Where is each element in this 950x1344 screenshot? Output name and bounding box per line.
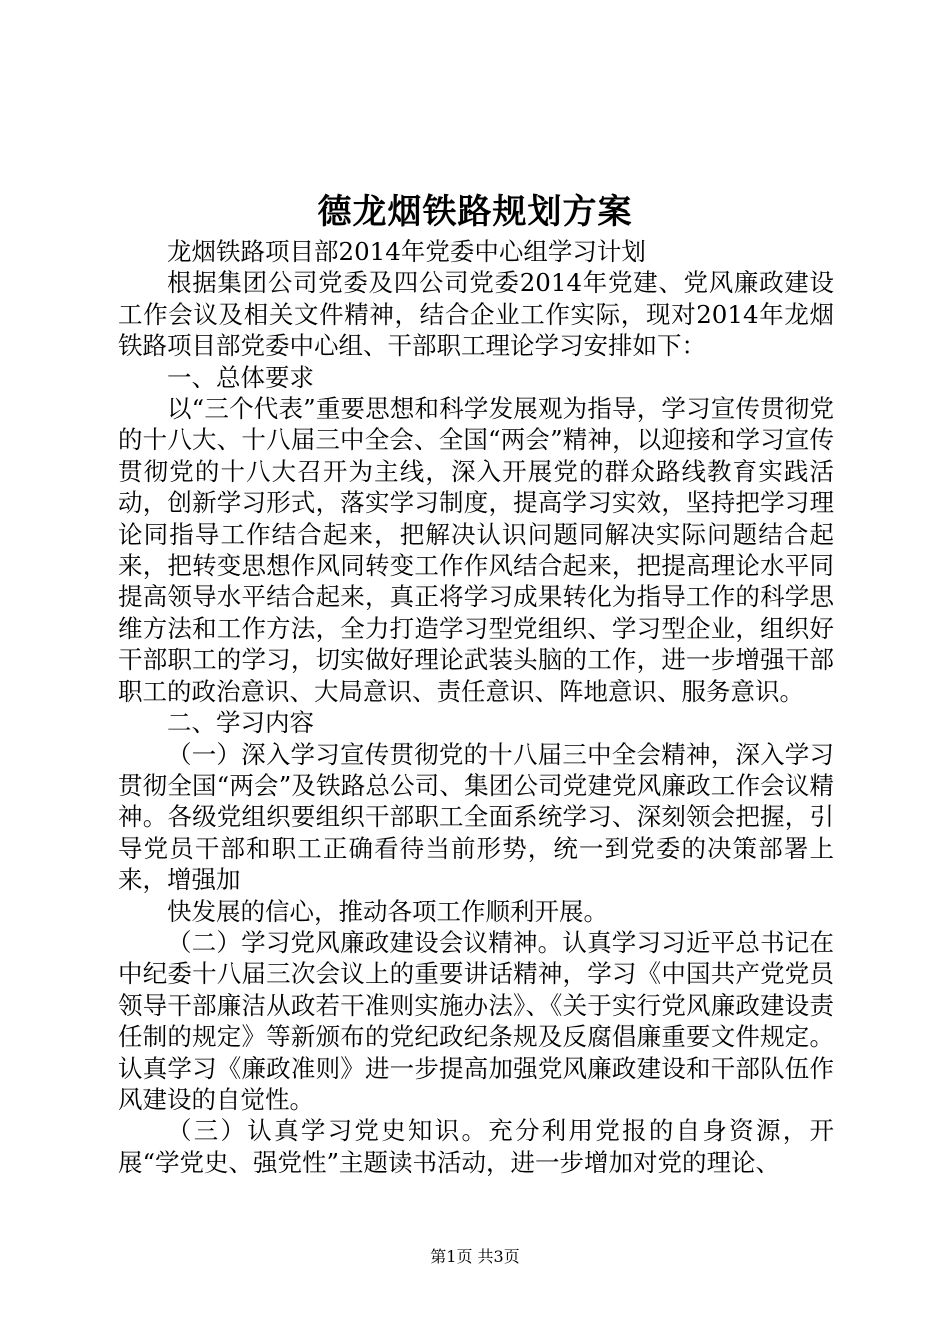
- section-heading-content: 二、学习内容: [167, 708, 314, 738]
- document-title: 德龙烟铁路规划方案: [317, 192, 633, 232]
- paragraph-heading-plan: 龙烟铁路项目部2014年党委中心组学习计划: [167, 237, 646, 266]
- paragraph-item-1-continued: 快发展的信心，推动各项工作顺利开展。: [167, 896, 608, 926]
- paragraph-item-1: （一）深入学习宣传贯彻党的十八届三中全会精神，深入学习贯彻全国“两会”及铁路总公司、集团公司党建党风廉政工作会议精神。各级党组织要组织干部职工全面系统学习、深刻领会把握，引导党员干部和职工正确看待当前形势，统一到党委的决策部署上来，增强加: [118, 739, 834, 895]
- document-body: [118, 236, 834, 1178]
- paragraph-item-3: （三）认真学习党史知识。充分利用党报的自身资源，开展“学党史、强党性”主题读书活动，进一步增加对党的理论、: [118, 1116, 834, 1177]
- paragraph-item-2: （二）学习党风廉政建设会议精神。认真学习习近平总书记在中纪委十八届三次会议上的重要讲话精神，学习《中国共产党党员领导干部廉洁从政若干准则实施办法》、《关于实行党风廉政建设责任制的规定》等新颁布的党纪政纪条规及反腐倡廉重要文件规定。认真学习《廉政准则》进一步提高加强党风廉政建设和干部队伍作风建设的自觉性。: [118, 927, 834, 1114]
- paragraph-intro: 根据集团公司党委及四公司党委2014年党建、党风廉政建设工作会议及相关文件精神，结合企业工作实际，现对2014年龙烟铁路项目部党委中心组、干部职工理论学习安排如下：: [118, 268, 834, 361]
- page-number-footer: 第1页 共3页: [430, 1247, 520, 1266]
- section-heading-general: 一、总体要求: [167, 362, 314, 392]
- paragraph-general-requirements: 以“三个代表”重要思想和科学发展观为指导，学习宣传贯彻党的十八大、十八届三中全会、全国“两会”精神，以迎接和学习宣传贯彻党的十八大召开为主线，深入开展党的群众路线教育实践活动，创新学习形式，落实学习制度，提高学习实效，坚持把学习理论同指导工作结合起来，把解决认识问题同解决实际问题结合起来，把转变思想作风同转变工作作风结合起来，把提高理论水平同提高领导水平结合起来，真正将学习成果转化为指导工作的科学思维方法和工作方法，全力打造学习型党组织、学习型企业，组织好干部职工的学习，切实做好理论武装头脑的工作，进一步增强干部职工的政治意识、大局意识、责任意识、阵地意识、服务意识。: [118, 394, 834, 706]
